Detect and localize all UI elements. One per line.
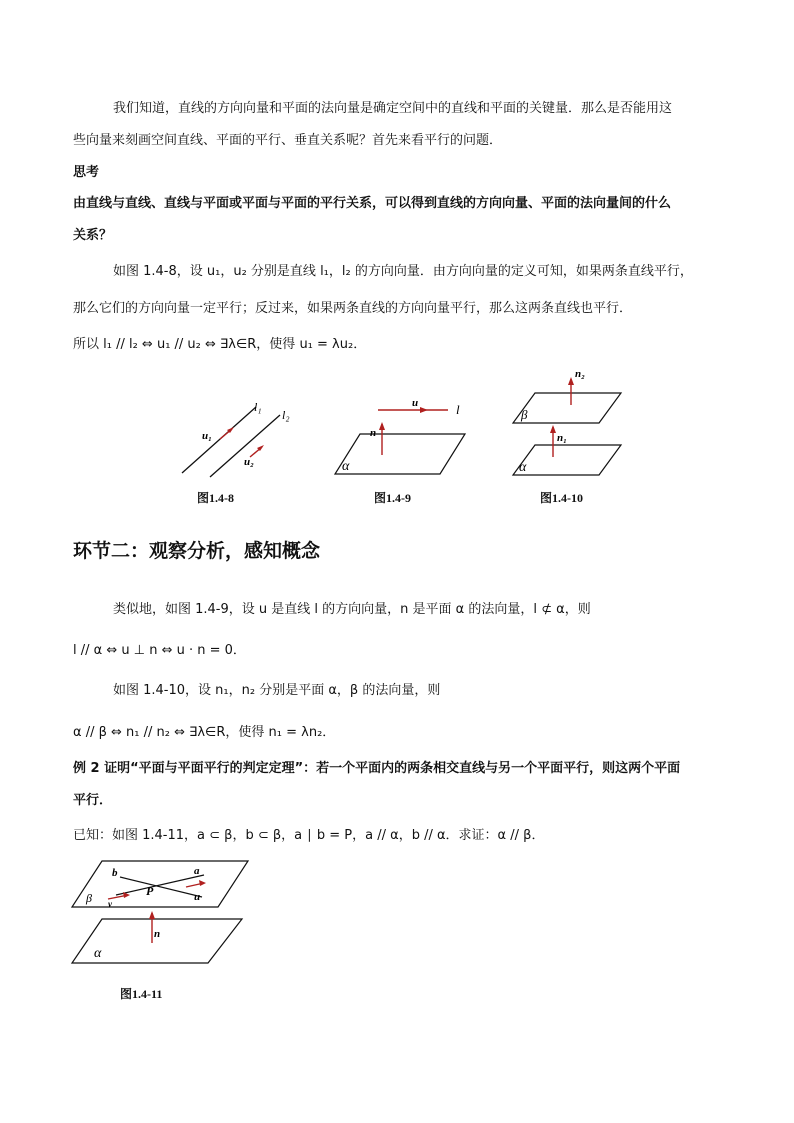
label-b: b [112, 867, 118, 879]
label-alpha: α [342, 459, 350, 474]
label-a: a [194, 865, 200, 877]
figure-1-4-8 [170, 395, 300, 505]
figure-1-4-10 [505, 365, 625, 480]
para2-line-4: α // β ⇔ n₁ // n₂ ⇔ ∃λ∈R，使得 n₁ = λn₂． [73, 725, 336, 740]
example-given: 已知：如图 1.4-11，a ⊂ β，b ⊂ β，a ∣ b = P，a // α，b // α．求证：α // β． [73, 828, 545, 843]
intro-line-1: 我们知道，直线的方向向量和平面的法向量是确定空间中的直线和平面的关键量．那么是否能用这 [113, 101, 673, 116]
plane-alpha [513, 445, 621, 475]
figure-1-4-11 [72, 857, 252, 972]
label-u1: u₁ [202, 430, 212, 442]
section-title: 环节二：观察分析，感知概念 [73, 540, 321, 562]
label-n1: n₁ [557, 432, 567, 444]
label-alpha: α [94, 946, 102, 961]
think-question-line-1: 由直线与直线、直线与平面或平面与平面的平行关系，可以得到直线的方向向量、平面的法向量间的什么 [73, 196, 672, 211]
para1-line-1: 如图 1.4-8，设 u₁，u₂ 分别是直线 l₁，l₂ 的方向向量．由方向向量的定义可知，如果两条直线平行， [113, 264, 693, 279]
para2-line-2: l // α ⇔ u ⊥ n ⇔ u · n = 0． [73, 643, 246, 658]
label-u: u [194, 891, 201, 903]
caption-fig-1-4-8: 图1.4-8 [197, 491, 234, 505]
label-n: n [154, 928, 161, 940]
think-question-line-2: 关系？ [73, 228, 113, 243]
plane-beta [72, 861, 248, 907]
line-a [116, 875, 204, 895]
label-n: n [370, 427, 377, 439]
para2-line-3: 如图 1.4-10，设 n₁，n₂ 分别是平面 α，β 的法向量，则 [113, 683, 441, 698]
label-l1: l₁ [254, 400, 262, 414]
caption-fig-1-4-10: 图1.4-10 [540, 491, 583, 505]
think-title: 思考 [73, 165, 100, 180]
plane-beta [513, 393, 621, 423]
label-alpha: α [519, 460, 527, 475]
label-u2: u₂ [244, 456, 254, 468]
para1-line-3: 所以 l₁ // l₂ ⇔ u₁ // u₂ ⇔ ∃λ∈R，使得 u₁ = λu₂． [73, 337, 367, 352]
label-l2: l₂ [282, 408, 290, 422]
intro-line-2: 些向量来刻画空间直线、平面的平行、垂直关系呢？首先来看平行的问题． [73, 133, 503, 148]
line-b [120, 877, 202, 897]
para2-line-1: 类似地，如图 1.4-9，设 u 是直线 l 的方向向量，n 是平面 α 的法向量，l ⊄ α，则 [113, 602, 591, 617]
label-u: u [412, 397, 419, 409]
plane-alpha [335, 434, 465, 474]
label-n2: n₂ [575, 368, 585, 380]
label-P: P [146, 884, 154, 898]
label-beta: β [521, 407, 528, 422]
figure-1-4-9 [330, 390, 470, 490]
para1-line-2: 那么它们的方向向量一定平行；反过来，如果两条直线的方向向量平行，那么这两条直线也平行． [73, 301, 633, 316]
label-beta: β [86, 891, 92, 905]
label-l: l [456, 402, 460, 417]
example-line-1: 例 2 证明“平面与平面平行的判定定理”：若一个平面内的两条相交直线与另一个平面平行，则这两个平面 [73, 761, 681, 776]
caption-fig-1-4-9: 图1.4-9 [374, 491, 411, 505]
example-line-2: 平行． [73, 793, 113, 808]
label-v: v [108, 899, 112, 909]
caption-fig-1-4-11: 图1.4-11 [120, 987, 163, 1001]
